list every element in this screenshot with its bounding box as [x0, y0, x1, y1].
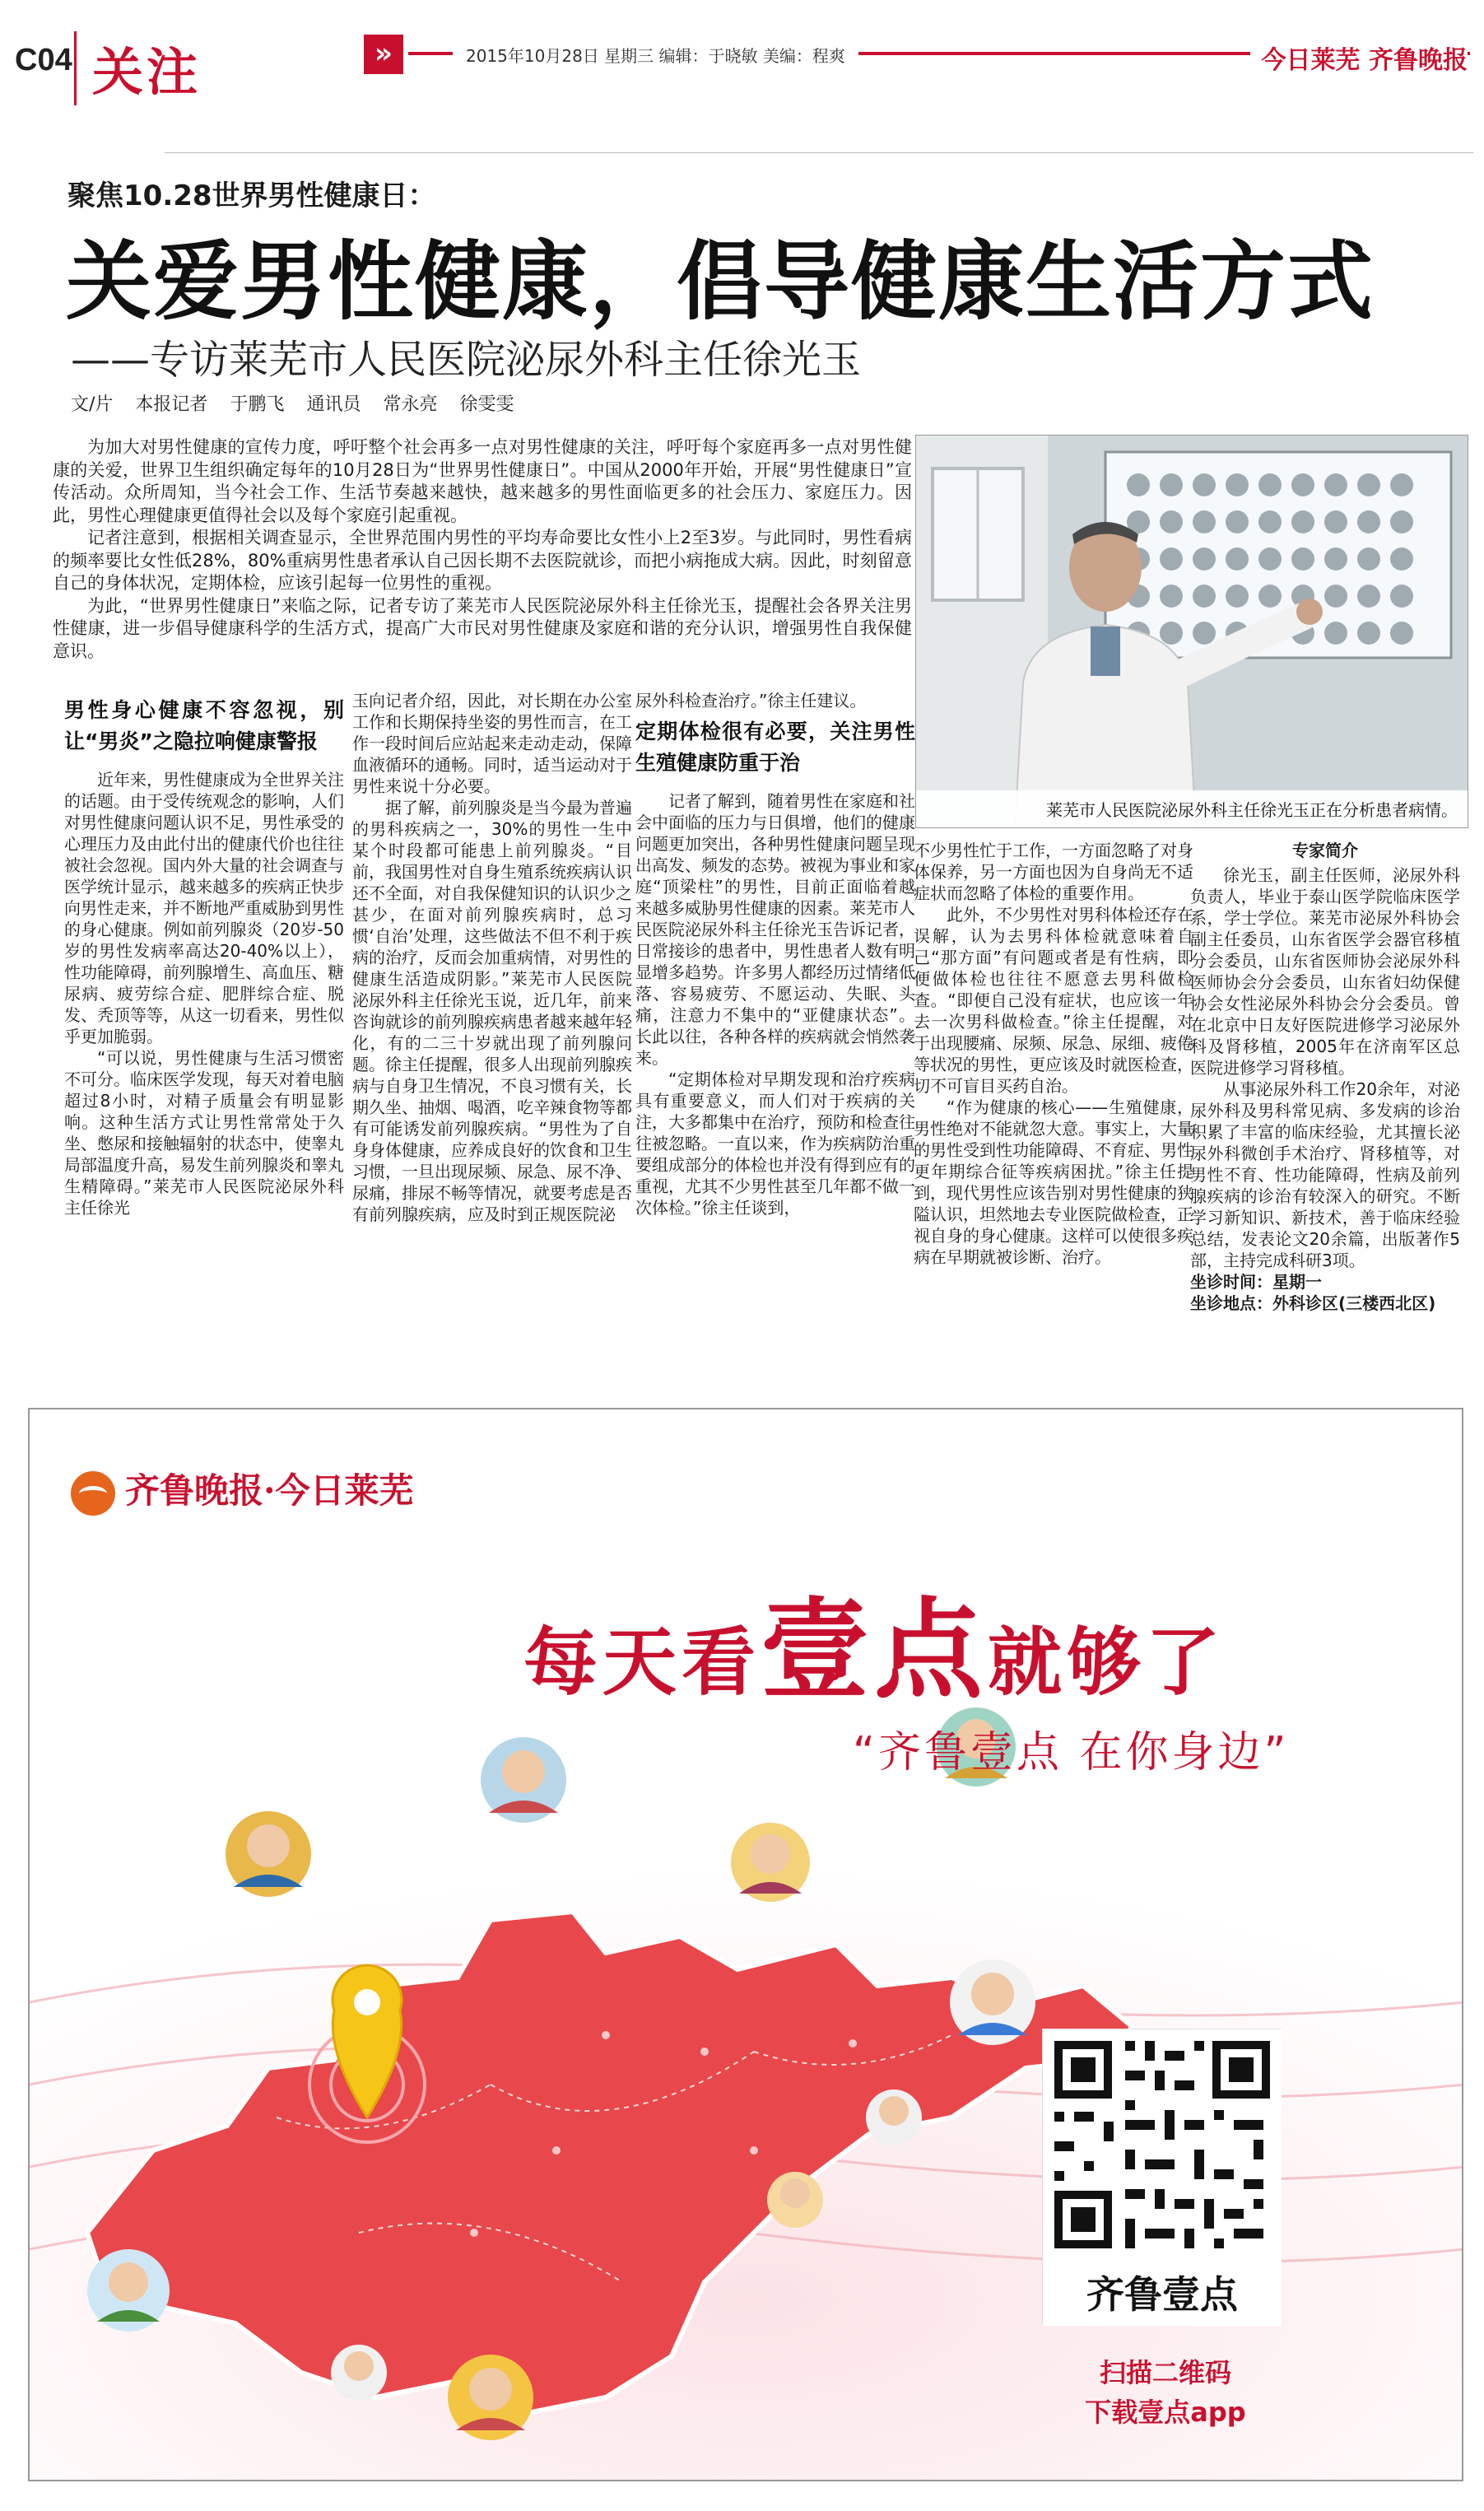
- body-paragraph: 据了解，前列腺炎是当今最为普遍的男科疾病之一，30%的男性一生中某个时段都可能患上前列腺炎。“目前，我国男性对自身生殖系统疾病认识还不全面，对自我保健知识的认识少之甚少，在面对前列腺疾病时，总习惯‘自治’处理，这些做法不但不利于疾病的治疗，反而会加重病情，对男性的健康生活造成阴影。”莱芜市人民医院泌尿外科主任徐光玉说，近几年，前来咨询就诊的前列腺疾病患者越来越年轻化，有的二三十岁就出现了前列腺问题。徐主任提醒，很多人出现前列腺疾病与自身卫生情况，不良习惯有关，长期久坐、抽烟、喝酒，吃辛辣食物等都有可能诱发前列腺疾病。“男性为了自身身体健康，应养成良好的饮食和卫生习惯，一旦出现尿频、尿急、尿不净、尿痛，排尿不畅等情况，就要考虑是否有前列腺疾病，应及时到正规医院泌: [352, 798, 632, 1224]
- body-column-2: [352, 690, 632, 1357]
- slogan-part: 每天看: [523, 1619, 761, 1706]
- body-paragraph: 此外，不少男性对男科体检还存在误解，认为去男科体检就意味着自己“那方面”有问题或者是有性病，即便做体检也往往不愿意去男科做检查。“即便自己没有症状，也应该一年去一次男科做检查。”徐主任提醒，对于出现腰痛、尿频、尿急、尿细、疲倦等状况的男性，更应该及时就医检查，切不可盲目买药自治。: [914, 905, 1193, 1096]
- ad-logo-text: 齐鲁晚报·今日莱芜: [125, 1470, 414, 1511]
- subheadline: ——专访莱芜市人民医院泌尿外科主任徐光玉: [71, 337, 862, 383]
- byline-item: 于鹏飞: [230, 394, 285, 415]
- ad-tagline: “齐鲁壹点 在你身边”: [853, 1728, 1290, 1777]
- ad-slogan: [523, 1563, 1225, 1719]
- app-advertisement: [28, 1408, 1463, 2481]
- qr-code[interactable]: [1042, 2029, 1281, 2325]
- body-paragraph: “定期体检对早期发现和治疗疾病具有重要意义，而人们对于疾病的关注，大多都集中在治疗，预防和检查往往被忽略。一直以来，作为疾病防治重要组成部分的体检也并没有得到应有的重视，尤其不少男性甚至几年都不做一次体检。”徐主任谈到，: [635, 1069, 915, 1218]
- scan-line: 扫描二维码: [1099, 2357, 1231, 2388]
- article-body: [53, 690, 1460, 1365]
- qr-code-graphic: [1043, 2029, 1282, 2326]
- header-divider: [74, 31, 77, 105]
- download-line: 下载壹点app: [1085, 2397, 1246, 2428]
- body-column-3: [635, 690, 915, 1357]
- lead-paragraphs: [53, 436, 912, 663]
- title-rule: [165, 152, 1473, 153]
- photo-caption: 莱芜市人民医院泌尿外科主任徐光玉正在分析患者病情。: [916, 790, 1468, 827]
- ad-logo: [71, 1464, 414, 1516]
- byline: [71, 390, 531, 416]
- section-title: 关注: [92, 42, 202, 102]
- slogan-highlight: 壹点: [761, 1587, 988, 1714]
- section-subheading: 男性身心健康不容忽视，别让“男炎”之隐拉响健康警报: [64, 698, 344, 753]
- page-number: C04: [15, 43, 72, 77]
- byline-item: 本报记者: [135, 394, 208, 415]
- qr-app-name: 齐鲁壹点: [1086, 2272, 1238, 2317]
- headline: 关爱男性健康，倡导健康生活方式: [66, 231, 1375, 332]
- page-header: [0, 0, 1484, 132]
- body-paragraph: 尿外科检查治疗。”徐主任建议。: [635, 691, 867, 710]
- clinic-time: 坐诊时间：星期一: [1190, 1272, 1322, 1292]
- sun-logo-icon: [71, 1471, 115, 1516]
- section-subheading: 定期体检很有必要，关注男性生殖健康防重于治: [635, 720, 915, 775]
- expert-profile: [1190, 840, 1460, 1357]
- body-paragraph: 记者了解到，随着男性在家庭和社会中面临的压力与日俱增，他们的健康问题更加突出，各种男性健康问题呈现出高发、频发的态势。被视为事业和家庭“顶梁柱”的男性，目前正面临着越来越多威胁男性健康的因素。莱芜市人民医院泌尿外科主任徐光玉告诉记者，日常接诊的患者中，男性患者人数有明显增多趋势。许多男人都经历过情绪低落、容易疲劳、不愿运动、失眠、头痛，注意力不集中的“亚健康状态”。长此以往，各种各样的疾病就会悄然袭来。: [635, 791, 915, 1068]
- body-paragraph: “作为健康的核心——生殖健康，男性绝对不能就忽大意。事实上，大量的男性受到性功能障碍、不育症、男性更年期综合征等疾病困扰。”徐主任提到，现代男性应该告别对男性健康的狭隘认识，坦然地去专业医院做检查，正视自身的身心健康。这样可以使很多疾病在早期就被诊断、治疗。: [914, 1097, 1193, 1267]
- clinic-location: 坐诊地点：外科诊区(三楼西北区): [1190, 1293, 1436, 1313]
- byline-item: 文/片: [71, 394, 114, 415]
- kicker: 聚焦10.28世界男性健康日：: [67, 179, 436, 212]
- expert-paragraph: 从事泌尿外科工作20余年，对泌尿外科及男科常见病、多发病的诊治积累了丰富的临床经验，尤其擅长泌尿外科微创手术治疗、肾移植等，对男性不育、性功能障碍，性病及前列腺疾病的诊治有较深入的研究。不断学习新知识、新技术，善于临床经验总结，发表论文20余篇，出版著作5部，主持完成科研3项。: [1190, 1079, 1460, 1270]
- expert-profile-title: 专家简介: [1292, 841, 1358, 860]
- double-chevron-right-icon: »: [364, 35, 403, 74]
- lead-paragraph: 为加大对男性健康的宣传力度，呼吁整个社会再多一点对男性健康的关注，呼吁每个家庭再多一点对男性健康的关爱，世界卫生组织确定每年的10月28日为“世界男性健康日”。中国从2000年开始，开展“男性健康日”宣传活动。众所周知，当今社会工作、生活节奏越来越快，越来越多的男性面临更多的社会压力、家庭压力。因此，男性心理健康更值得社会以及每个家庭引起重视。: [53, 437, 912, 525]
- byline-item: 徐雯雯: [459, 394, 514, 415]
- expert-paragraph: 徐光玉，副主任医师，泌尿外科负责人，毕业于泰山医学院临床医学系，学士学位。莱芜市泌尿外科协会副主任委员，山东省医学会器官移植分会委员，山东省医师协会泌尿外科医师协会分会委员，山东省妇幼保健协会女性泌尿外科协会分会委员。曾在北京中日友好医院进修学习泌尿外科及肾移植，2005年在济南军区总医院进修学习肾移植。: [1190, 865, 1460, 1078]
- newspaper-brand: 今日莱芜 齐鲁晚报: [1250, 40, 1468, 76]
- body-paragraph: 不少男性忙于工作，一方面忽略了对身体保养，另一方面也因为自身尚无不适症状而忽略了体检的重要作用。: [914, 841, 1193, 903]
- body-paragraph: 近年来，男性健康成为全世界关注的话题。由于受传统观念的影响，人们对男性健康问题认识不足，男性承受的心理压力及由此付出的健康代价也往往被社会忽视。国内外大量的社会调查与医学统计显示，越来越多的疾病正快步向男性走来，并不断地严重威胁到男性的身心健康。例如前列腺炎（20岁-50岁的男性发病率高达20-40%以上），性功能障碍，前列腺增生、高血压、糖尿病、疲劳综合症、肥胖综合症、脱发、秃顶等等，从这一切看来，男性似乎更加脆弱。: [64, 770, 344, 1046]
- issue-meta: 2015年10月28日 星期三 编辑：于晓敏 美编：程爽: [453, 43, 858, 67]
- byline-item: 通讯员: [306, 394, 361, 415]
- body-column-1: [64, 690, 344, 1357]
- slogan-part: 就够了: [988, 1619, 1225, 1706]
- body-paragraph: 玉向记者介绍，因此，对长期在办公室工作和长期保持坐姿的男性而言，在工作一段时间后应站起来走动走动，保障血液循环的通畅。同时，适当运动对于男性来说十分必要。: [352, 691, 632, 796]
- lead-paragraph: 记者注意到，根据相关调查显示，全世界范围内男性的平均寿命要比女性小上2至3岁。与此同时，男性看病的频率要比女性低28%，80%重病男性患者承认自己因长期不去医院就诊，而把小病拖成大病。因此，时刻留意自己的身体状况，定期体检，应该引起每一位男性的重视。: [53, 528, 912, 593]
- byline-item: 常永亮: [383, 394, 438, 415]
- body-column-4: [914, 840, 1193, 1357]
- body-paragraph: “可以说，男性健康与生活习惯密不可分。临床医学发现，每天对着电脑超过8小时，对精子质量会有明显影响。这种生活方式让男性常常处于久坐、憋尿和接触辐射的状态中，使睾丸局部温度升高，易发生前列腺炎和睾丸生精障碍。”莱芜市人民医院泌尿外科主任徐光: [64, 1048, 344, 1218]
- scan-instruction: [1075, 2353, 1256, 2432]
- lead-paragraph: 为此，“世界男性健康日”来临之际，记者专访了莱芜市人民医院泌尿外科主任徐光玉，提醒社会各界关注男性健康，进一步倡导健康科学的生活方式，提高广大市民对男性健康及家庭和谐的充分认识，增强男性自我保健意识。: [53, 595, 912, 661]
